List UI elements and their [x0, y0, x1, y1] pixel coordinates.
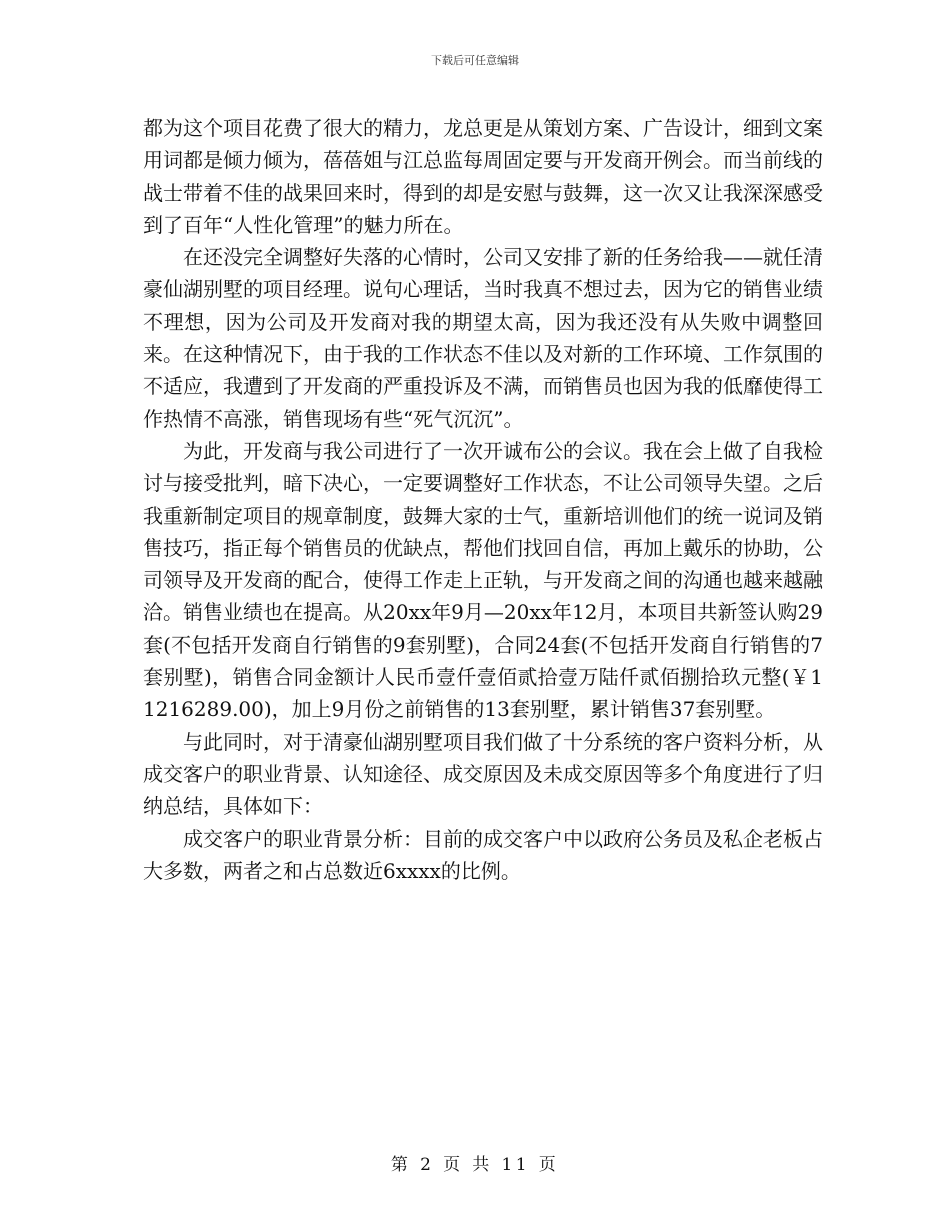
page-header-note: 下载后可任意编辑: [431, 54, 519, 67]
paragraph-3: 为此，开发商与我公司进行了一次开诚布公的会议。我在会上做了自我检讨与接受批判，暗下决心，一定要调整好工作状态，不让公司领导失望。之后我重新制定项目的规章制度，鼓舞大家的士气，重新培训他们的统一说词及销售技巧，指正每个销售员的优缺点，帮他们找回自信，再加上戴乐的协助，公司领导及开发商的配合，使得工作走上正轨，与开发商之间的沟通也越来越融洽。销售业绩也在提高。从20xx年9月—20xx年12月，本项目共新签认购29套(不包括开发商自行销售的9套别墅)，合同24套(不包括开发商自行销售的7套别墅)，销售合同金额计人民币壹仟壹佰贰拾壹万陆仟贰佰捌拾玖元整(￥11216289.00)，加上9月份之前销售的13套别墅，累计销售37套别墅。: [143, 438, 823, 722]
paragraph-5: 成交客户的职业背景分析：目前的成交客户中以政府公务员及私企老板占大多数，两者之和占总数近6xxxx的比例。: [143, 826, 823, 883]
paragraph-1: 都为这个项目花费了很大的精力，龙总更是从策划方案、广告设计，细到文案用词都是倾力倾为，蓓蓓姐与江总监每周固定要与开发商开例会。而当前线的战士带着不佳的战果回来时，得到的却是安慰与鼓舞，这一次又让我深深感受到了百年“人性化管理”的魅力所在。: [143, 116, 823, 237]
document-body: [143, 112, 823, 887]
page-number-footer: 第 2 页 共 11 页: [390, 1155, 560, 1175]
paragraph-4: 与此同时，对于清豪仙湖别墅项目我们做了十分系统的客户资料分析，从成交客户的职业背景、认知途径、成交原因及未成交原因等多个角度进行了归纳总结，具体如下：: [143, 729, 823, 819]
paragraph-2: 在还没完全调整好失落的心情时，公司又安排了新的任务给我——就任清豪仙湖别墅的项目经理。说句心理话，当时我真不想过去，因为它的销售业绩不理想，因为公司及开发商对我的期望太高，因为我还没有从失败中调整回来。在这种情况下，由于我的工作状态不佳以及对新的工作环境、工作氛围的不适应，我遭到了开发商的严重投诉及不满，而销售员也因为我的低靡使得工作热情不高涨，销售现场有些“死气沉沉”。: [143, 245, 823, 431]
